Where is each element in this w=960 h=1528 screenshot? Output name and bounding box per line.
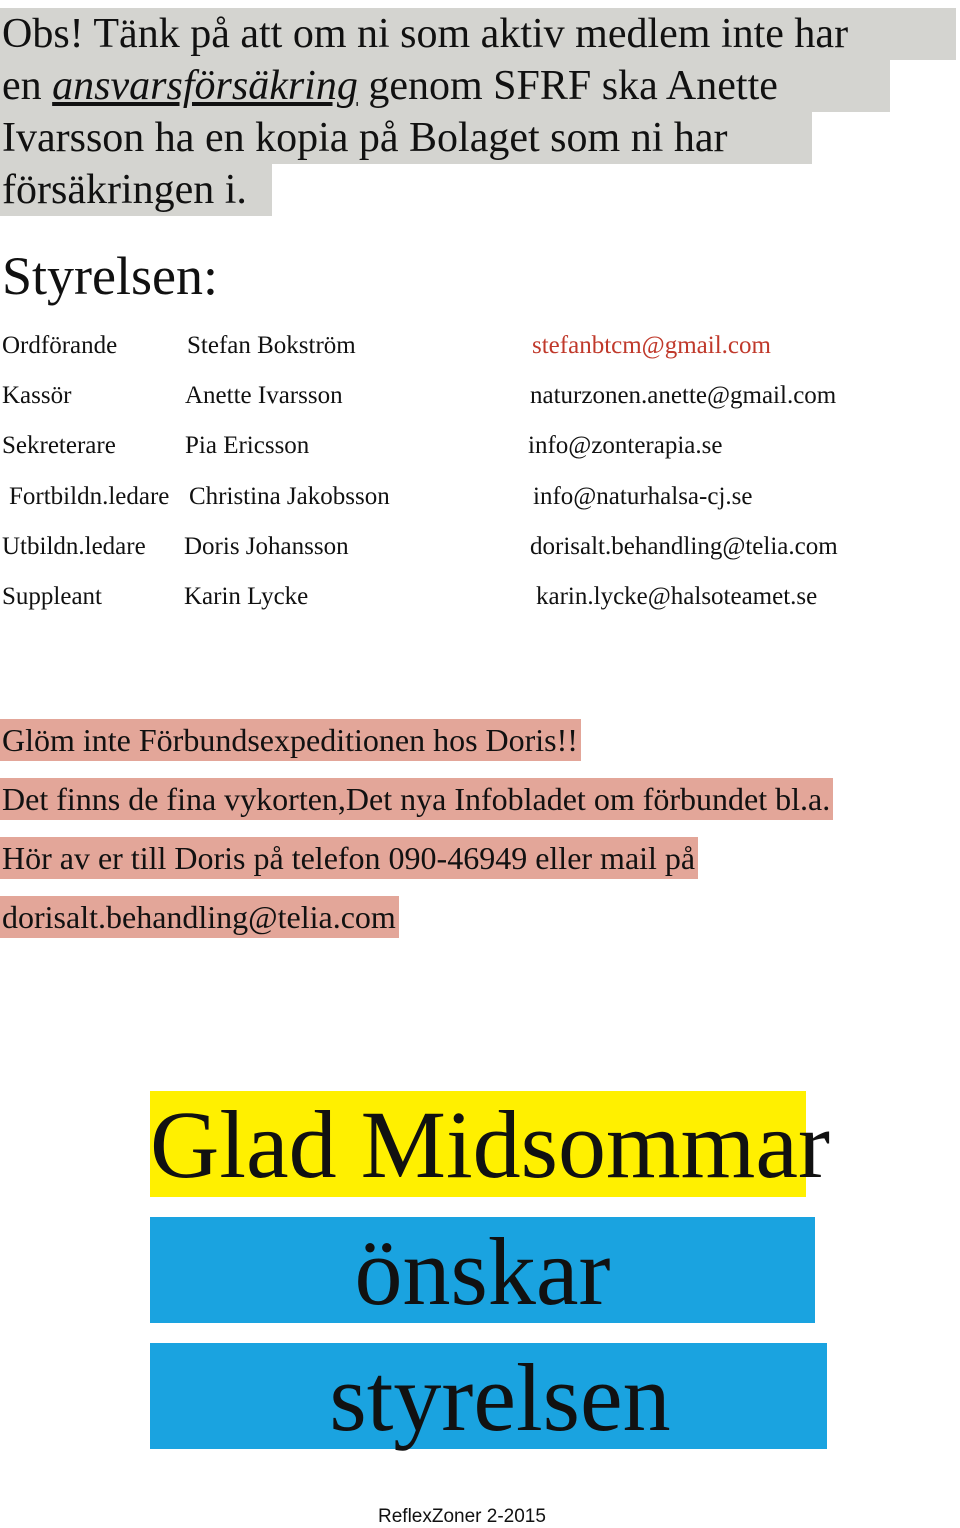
- board-name: Pia Ericsson: [185, 432, 310, 459]
- board-role: Sekreterare: [2, 432, 116, 459]
- board-heading: Styrelsen:: [2, 246, 218, 306]
- obs-line-3: Ivarsson ha en kopia på Bolaget som ni har: [0, 112, 812, 164]
- board-name: Christina Jakobsson: [189, 483, 390, 510]
- board-role: Kassör: [2, 382, 72, 409]
- board-name: Stefan Bokström: [187, 332, 356, 359]
- notice-email[interactable]: dorisalt.behandling@telia.com: [0, 896, 399, 938]
- board-role: Ordförande: [2, 332, 118, 359]
- board-role: Fortbildn.ledare: [9, 483, 170, 510]
- obs-line-1: Obs! Tänk på att om ni som aktiv medlem inte har: [0, 8, 956, 60]
- notice-line-3: Hör av er till Doris på telefon 090-46949 eller mail på: [0, 837, 698, 879]
- greeting-line-3: styrelsen: [329, 1344, 671, 1451]
- obs-line-2-post: genom SFRF ska Anette: [357, 63, 778, 109]
- insurance-link[interactable]: ansvarsförsäkring: [52, 63, 358, 109]
- greeting-line-1: Glad Midsommar: [150, 1091, 830, 1198]
- obs-line-4: försäkringen i.: [0, 164, 272, 216]
- board-email[interactable]: info@naturhalsa-cj.se: [533, 483, 753, 510]
- board-email[interactable]: dorisalt.behandling@telia.com: [530, 533, 838, 560]
- notice-line-2: Det finns de fina vykorten,Det nya Infobladet om förbundet bl.a.: [0, 778, 833, 820]
- notice-line-1: Glöm inte Förbundsexpeditionen hos Doris!!: [0, 719, 581, 761]
- board-email[interactable]: stefanbtcm@gmail.com: [532, 332, 771, 359]
- board-email[interactable]: naturzonen.anette@gmail.com: [530, 382, 837, 409]
- board-name: Anette Ivarsson: [185, 382, 343, 409]
- page-footer: ReflexZoner 2-2015: [378, 1506, 546, 1527]
- greeting-line-2: önskar: [354, 1218, 611, 1325]
- obs-line-2: [0, 60, 890, 112]
- obs-line-2-pre: en: [2, 63, 53, 109]
- board-email[interactable]: info@zonterapia.se: [528, 432, 723, 459]
- board-name: Karin Lycke: [184, 583, 309, 610]
- board-name: Doris Johansson: [184, 533, 349, 560]
- board-role: Utbildn.ledare: [2, 533, 146, 560]
- board-email[interactable]: karin.lycke@halsoteamet.se: [536, 583, 818, 610]
- board-role: Suppleant: [2, 583, 102, 610]
